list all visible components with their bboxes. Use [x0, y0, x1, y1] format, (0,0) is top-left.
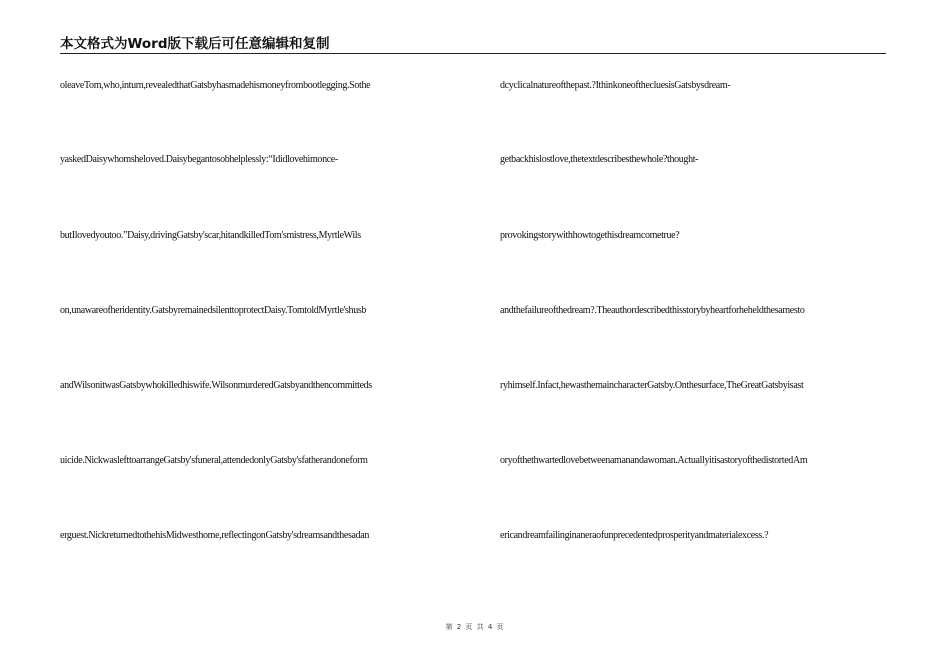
- text-line: uicide.NickwaslefttoarrangeGatsby'sfuneral,attendedonlyGatsby'sfatherandoneform: [60, 455, 368, 466]
- text-line: yaskedDaisywhomsheloved.Daisybegantosobhelplessly:“Ididlovehimonce-: [60, 154, 338, 165]
- text-line: andthefailureofthedream?.Theauthordescribedthisstorybyheartforheheldthesamesto: [500, 305, 805, 316]
- text-line: butIlovedyoutoo.”Daisy,drivingGatsby'scar,hitandkilledTom'smistress,MyrtleWils: [60, 230, 361, 241]
- text-line: oleaveTom,who,inturn,revealedthatGatsbyhasmadehismoneyfrombootlegging.Sothe: [60, 80, 371, 91]
- text-line: on,unawareofheridentity.GatsbyremainedsilenttoprotectDaisy.TomtoldMyrtle'shusb: [60, 305, 367, 316]
- text-line: provokingstorywithhowtogethisdreamcometrue?: [500, 230, 680, 241]
- text-line: oryofthethwartedlovebetweenamanandawoman.ActuallyitisastoryofthedistortedAm: [500, 455, 808, 466]
- page-number-footer: 第 2 页 共 4 页: [445, 623, 505, 631]
- text-line: dcyclicalnatureofthepast.?IthinkoneofthecluesisGatsbysdream-: [500, 80, 731, 91]
- text-line: getbackhislostlove,thetextdescribesthewhole?thought-: [500, 154, 699, 165]
- header-title: 本文格式为Word版下载后可任意编辑和复制: [60, 36, 330, 52]
- text-line: erguest.NickreturnedtothehisMidwesthome,reflectingonGatsby'sdreamsandthesadan: [60, 530, 370, 541]
- text-line: andWilsonitwasGatsbywhokilledhiswife.WilsonmurderedGatsbyandthencommitteds: [60, 380, 372, 391]
- text-line: ryhimself.Infact,hewasthemaincharacterGatsby.Onthesurface,TheGreatGatsbyisast: [500, 380, 804, 391]
- text-line: ericandreamfailinginaneraofunprecedentedprosperityandmaterialexcess.?: [500, 530, 769, 541]
- page-header: [60, 35, 886, 54]
